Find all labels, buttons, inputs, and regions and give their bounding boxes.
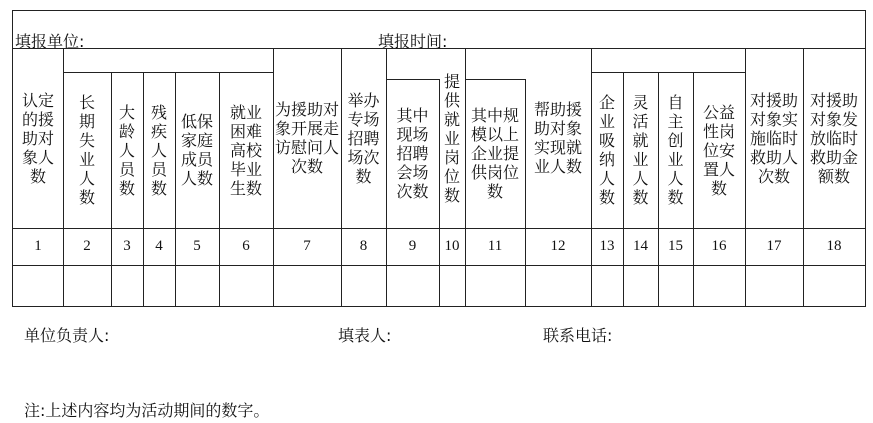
column-number: 5 [193,238,201,254]
column-number: 16 [711,238,727,254]
column-header-18 [805,48,863,228]
column-number: 9 [408,238,417,254]
column-header-2 [65,72,109,228]
data-entry-cell[interactable] [591,265,623,306]
data-entry-cell[interactable] [63,265,111,306]
column-header-text: 灵活就业人数 [632,93,649,207]
column-header-13 [593,72,621,228]
column-number: 1 [34,238,42,254]
column-number: 13 [599,238,615,254]
column-number: 3 [123,238,131,254]
column-number: 2 [83,238,91,254]
column-header-text: 自主创业人数 [667,93,684,207]
column-header-3 [113,72,141,228]
column-number: 7 [303,238,311,254]
data-entry-cell[interactable] [341,265,386,306]
column-header-text: 就业困难高校毕业生数 [229,102,262,198]
column-number: 14 [633,238,648,254]
unit-leader-label: 单位负责人: [24,326,110,345]
column-header-text: 对援助对象发放临时救助金额数 [809,90,858,186]
data-entry-cell[interactable] [745,265,803,306]
report-form [12,10,866,307]
column-header-12 [527,48,589,228]
column-header-16 [695,72,743,228]
data-entry-cell[interactable] [143,265,175,306]
data-entry-cell[interactable] [175,265,219,306]
column-header-4 [145,72,173,228]
column-header-text: 长期失业人数 [78,93,95,207]
table-rule [13,48,865,49]
contact-phone-label: 联系电话: [543,326,613,345]
column-number: 4 [155,238,163,254]
column-header-9 [388,79,437,228]
column-header-1 [15,48,61,228]
column-number: 11 [487,238,503,254]
column-header-14 [625,72,656,228]
column-number: 17 [766,238,782,254]
column-number: 18 [826,238,842,254]
data-entry-cell[interactable] [111,265,143,306]
fill-time-label: 填报时间: [378,32,448,51]
column-number: 12 [550,238,566,254]
column-header-text: 提供就业岗位数 [443,71,460,205]
data-entry-cell[interactable] [273,265,341,306]
column-header-text: 低保家庭成员人数 [180,112,213,188]
column-header-text: 认定的援助对象人数 [21,90,54,186]
data-entry-cell[interactable] [658,265,693,306]
column-header-text: 其中规模以上企业提供岗位数 [470,106,519,201]
column-header-text: 帮助援助对象实现就业人数 [533,100,582,176]
column-header-6 [221,72,271,228]
data-entry-cell[interactable] [219,265,273,306]
data-entry-cell[interactable] [13,265,63,306]
data-entry-cell[interactable] [386,265,439,306]
form-filler-label: 填表人: [338,326,392,345]
data-entry-cell[interactable] [439,265,465,306]
column-header-text: 公益性岗位安置人数 [702,102,735,198]
column-header-text: 大龄人员数 [118,102,135,198]
column-header-text: 其中现场招聘会场次数 [396,106,429,201]
data-entry-cell[interactable] [525,265,591,306]
column-header-text: 为援助对象开展走访慰问人次数 [275,100,340,176]
column-number: 15 [668,238,683,254]
column-header-11 [467,79,523,228]
footnote: 注:上述内容均为活动期间的数字。 [24,401,270,420]
column-header-5 [177,72,217,228]
column-number: 10 [444,238,460,254]
column-header-7 [275,48,339,228]
column-number: 6 [242,238,250,254]
fill-unit-label: 填报单位: [15,32,85,51]
column-header-text: 残疾人员数 [150,102,167,198]
column-header-text: 企业吸纳人数 [598,93,615,207]
column-header-8 [343,48,384,228]
column-header-text: 举办专场招聘场次数 [347,90,380,186]
column-header-17 [747,48,801,228]
column-header-text: 对援助对象实施临时救助人次数 [749,90,798,186]
data-entry-cell[interactable] [465,265,525,306]
data-entry-cell[interactable] [693,265,745,306]
data-entry-cell[interactable] [623,265,658,306]
data-entry-cell[interactable] [803,265,865,306]
column-number: 8 [359,238,368,254]
column-header-15 [660,72,691,228]
column-header-10 [441,48,463,228]
